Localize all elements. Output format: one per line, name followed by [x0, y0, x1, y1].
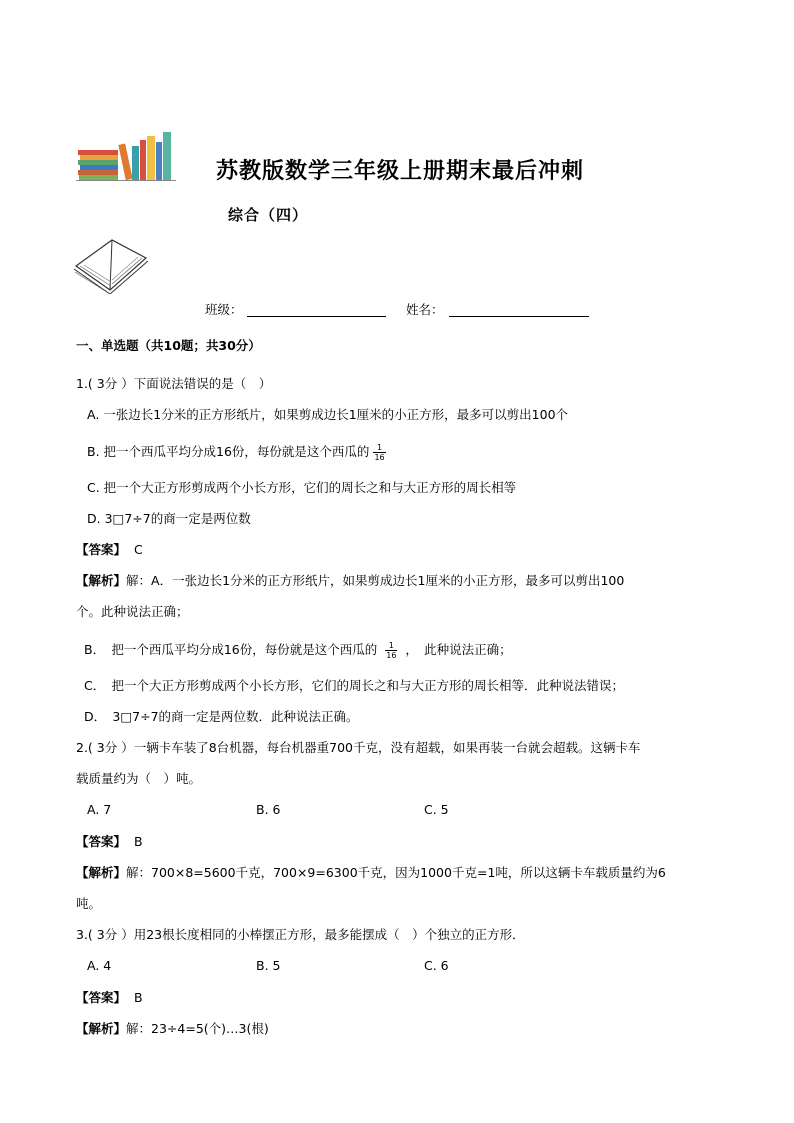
- answer-label: 【答案】: [76, 990, 127, 1005]
- answer-label: 【答案】: [76, 834, 127, 849]
- analysis-label: 【解析】: [76, 573, 127, 588]
- page-title: 苏教版数学三年级上册期末最后冲刺: [216, 158, 585, 184]
- fraction-numerator: 1: [373, 443, 385, 453]
- answer-value: C: [134, 542, 143, 557]
- name-field-line[interactable]: [449, 316, 589, 317]
- fraction: [373, 443, 385, 462]
- fraction-denominator: 16: [374, 453, 385, 462]
- analysis-label: 【解析】: [76, 865, 127, 880]
- answer-value: B: [134, 834, 143, 849]
- q2-answer: [76, 834, 143, 850]
- class-field-line[interactable]: [247, 316, 386, 317]
- q3-answer: [76, 990, 143, 1006]
- q3-option-b: B. 5: [256, 958, 281, 973]
- q1-option-a: A. 一张边长1分米的正方形纸片，如果剪成边长1厘米的小正方形，最多可以剪出100个: [87, 407, 569, 422]
- q1-analysis-line1: [76, 573, 624, 589]
- q3-option-c: C. 6: [424, 958, 449, 973]
- section-heading: 一、单选题（共10题；共30分）: [76, 338, 261, 353]
- books-illustration: [76, 130, 176, 182]
- q1-option-d: D. 3□7÷7的商一定是两位数: [87, 511, 251, 526]
- q1-analysis-line2: 个。此种说法正确；: [76, 604, 189, 619]
- q1-answer: [76, 542, 143, 558]
- analysis-b-post: ， 此种说法正确；: [405, 642, 512, 657]
- q1-option-c: C. 把一个大正方形剪成两个小长方形，它们的周长之和与大正方形的周长相等: [87, 480, 517, 495]
- q2-analysis-line1: [76, 865, 666, 881]
- fraction-denominator: 16: [386, 651, 397, 660]
- analysis-label: 【解析】: [76, 1021, 127, 1036]
- q2-option-c: C. 5: [424, 802, 449, 817]
- q2-stem-line1: 2.( 3分 ）一辆卡车装了8台机器，每台机器重700千克，没有超载，如果再装一台就会超载。这辆卡车: [76, 740, 641, 755]
- answer-value: B: [134, 990, 143, 1005]
- q2-stem-line2: 载质量约为（ ）吨。: [76, 771, 202, 786]
- q2-analysis-line2: 吨。: [76, 896, 102, 911]
- q1-analysis-b: [84, 641, 512, 660]
- q2-option-a: A. 7: [87, 802, 112, 817]
- answer-label: 【答案】: [76, 542, 127, 557]
- q3-analysis-line1: [76, 1021, 269, 1037]
- q3-option-a: A. 4: [87, 958, 112, 973]
- q2-option-b: B. 6: [256, 802, 281, 817]
- fraction: [385, 641, 397, 660]
- q1-analysis-d: D． 3□7÷7的商一定是两位数．此种说法正确。: [84, 709, 359, 724]
- open-book-illustration: [70, 236, 152, 294]
- page-subtitle: 综合（四）: [228, 206, 309, 224]
- name-label: 姓名：: [406, 302, 444, 317]
- q1-stem: 1.( 3分 ）下面说法错误的是（ ）: [76, 376, 272, 391]
- analysis-b-pre: B． 把一个西瓜平均分成16份，每份就是这个西瓜的: [84, 642, 378, 657]
- fraction-numerator: 1: [385, 641, 397, 651]
- q1-analysis-c: C． 把一个大正方形剪成两个小长方形，它们的周长之和与大正方形的周长相等．此种说法错误；: [84, 678, 624, 693]
- analysis-text: 解：23÷4=5(个)…3(根): [126, 1021, 269, 1036]
- q1-option-b: [87, 443, 390, 462]
- analysis-text: 解：700×8=5600千克，700×9=6300千克，因为1000千克=1吨，所以这辆卡车载质量约为6: [126, 865, 666, 880]
- q3-stem: 3.( 3分 ）用23根长度相同的小棒摆正方形，最多能摆成（ ）个独立的正方形．: [76, 927, 525, 942]
- q1-option-b-text: B. 把一个西瓜平均分成16份，每份就是这个西瓜的: [87, 444, 370, 459]
- class-label: 班级：: [205, 302, 243, 317]
- analysis-text: 解：A．一张边长1分米的正方形纸片，如果剪成边长1厘米的小正方形，最多可以剪出100: [126, 573, 625, 588]
